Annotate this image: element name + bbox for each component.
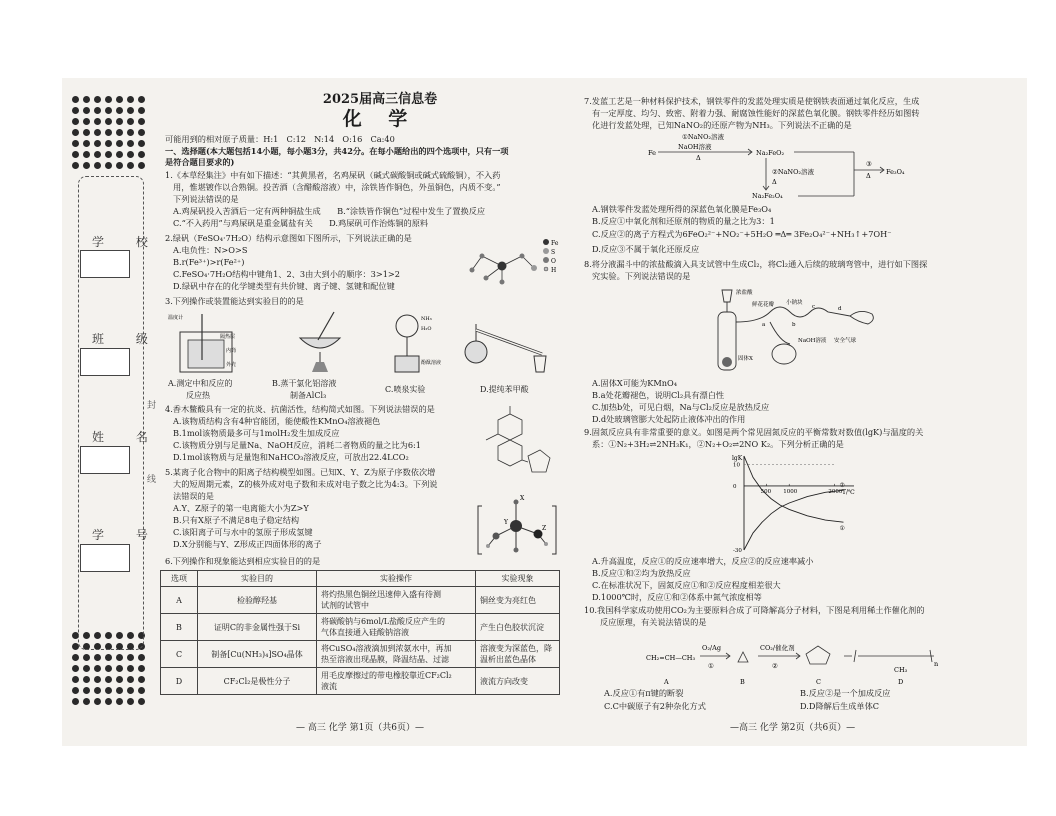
flow-na2fe2o4: Na₂Fe₂O₄: [752, 192, 783, 200]
q4-line: A.该物质结构含有4种官能团，能使酸性KMnO₄溶液褪色: [173, 416, 381, 426]
table-row: [161, 641, 560, 668]
q5-line: D.X分别能与Y、Z形成正四面体形的离子: [173, 539, 322, 549]
binding-dot: [138, 698, 145, 705]
q3-caption-b2: 制备AlCl₃: [290, 391, 327, 400]
binding-dot: [94, 654, 101, 661]
binding-dot: [94, 676, 101, 683]
q8-line: 8.将分液漏斗中的浓盐酸滴入具支试管中生成Cl₂，将Cl₂通入后续的玻璃弯管中，进行如下图探: [584, 259, 928, 269]
binding-dot: [72, 151, 79, 158]
q2-line: 2.绿矾（FeSO₄·7H₂O）结构示意图如下图所示，下列说法正确的是: [165, 233, 412, 243]
binding-dot: [72, 107, 79, 114]
conc-hcl-label: 浓盐酸: [736, 290, 753, 296]
binding-dot: [94, 698, 101, 705]
binding-dot: [83, 665, 90, 672]
binding-dot: [116, 151, 123, 158]
table-row: [161, 587, 560, 614]
q8-option-a: A.固体X可能为KMnO₄: [592, 378, 678, 388]
flow-na2feo2: Na₂FeO₂: [756, 149, 785, 157]
q7-line: 有一定厚度、均匀、致密、附着力强、耐腐蚀性能好的深蓝色氧化膜。钢铁零件经历如图转: [592, 108, 920, 118]
table-cell: 将CuSO₄溶液滴加到浓氨水中，再加 热至溶液出现晶膜，降温结晶、过滤: [317, 641, 476, 668]
q1-line: 用，惟堪镀作以合熟铜。投苦酒（含醋酸溶液）中，涂铁皆作铜色，外虽铜色，内质不变。”: [173, 182, 501, 192]
binding-dot: [138, 151, 145, 158]
table-cell: 产生白色胶状沉淀: [476, 614, 560, 641]
q2-line: C.FeSO₄·7H₂O结构中键角1、2、3由大到小的顺序：3>1>2: [173, 269, 400, 279]
binding-dot: [72, 676, 79, 683]
solid-x-label: 固体X: [738, 356, 753, 362]
atom-x-label: X: [520, 495, 525, 502]
q10-option-b: B.反应②是一个加成反应: [800, 688, 891, 698]
y-tick-label: 0: [733, 483, 737, 490]
table-cell: 将碳酸钠与6mol/L盐酸反应产生的 气体直接通入硅酸钠溶液: [317, 614, 476, 641]
table-cell: 用毛皮摩擦过的带电橡胶靠近CF₂Cl₂ 液流: [317, 668, 476, 695]
table-cell: C: [161, 641, 198, 668]
question-6: 6.下列操作和现象能达到相应实验目的的是: [165, 556, 321, 566]
binding-dots-top: [72, 96, 145, 169]
line-mark: 线: [147, 475, 157, 485]
legend-fe: Fe: [551, 240, 559, 247]
evaporation-figure: [290, 310, 350, 376]
class-label: 班 级: [92, 332, 162, 346]
table-header: 实验现象: [476, 571, 560, 587]
q10-line: 10.我国科学家成功使用CO₂为主要原料合成了可降解高分子材料，下图是利用稀土作催化剂的: [584, 605, 925, 615]
q7-option-b: B.反应①中氧化剂和还原剂的物质的量之比为3：1: [592, 216, 775, 226]
binding-dot: [83, 151, 90, 158]
naoh-label: NaOH溶液: [798, 338, 827, 344]
binding-dot: [72, 118, 79, 125]
table-header: 实验目的: [198, 571, 317, 587]
binding-dot: [116, 162, 123, 169]
legend-o: O: [551, 258, 556, 265]
q9-option-a: A.升高温度，反应①的反应速率增大，反应②的反应速率减小: [592, 556, 814, 566]
exam-subject: 化 学: [342, 108, 418, 130]
binding-dot: [72, 96, 79, 103]
school-label: 学 校: [92, 235, 162, 249]
binding-dot: [138, 107, 145, 114]
chlorine-apparatus-figure: [700, 282, 880, 378]
q5-line: 法错误的是: [173, 491, 214, 501]
q2-line: B.r(Fe³⁺)>r(Fe²⁺): [173, 257, 245, 267]
id-field[interactable]: [80, 544, 130, 572]
binding-dot: [127, 140, 134, 147]
propene-label: CH₂=CH—CH₃: [646, 654, 696, 662]
table-cell: 证明C的非金属性强于Si: [198, 614, 317, 641]
bluing-process-flow: [648, 130, 928, 206]
water-label: H₂O: [421, 326, 432, 332]
binding-dot: [116, 129, 123, 136]
repeat-n-label: n: [934, 660, 939, 668]
binding-dot: [116, 687, 123, 694]
series-label-1: ①: [839, 525, 845, 533]
table-cell: 制备[Cu(NH₃)₄]SO₄晶体: [198, 641, 317, 668]
binding-dot: [138, 654, 145, 661]
outer-shell-label: 外壳: [226, 362, 237, 368]
table-cell: CF₂Cl₂是极性分子: [198, 668, 317, 695]
binding-dot: [72, 698, 79, 705]
q3-caption-b: B.蒸干氯化铝溶液: [272, 379, 337, 388]
binding-dot: [83, 107, 90, 114]
q2-line: D.绿矾中存在的化学键类型有共价键、离子键、氢键和配位键: [173, 281, 395, 291]
binding-dot: [94, 687, 101, 694]
table-cell: D: [161, 668, 198, 695]
flow-reagent-1: ①NaNO₂溶液: [682, 133, 725, 141]
class-field[interactable]: [80, 348, 130, 376]
step-1-label: ①: [708, 662, 714, 670]
binding-dot: [94, 665, 101, 672]
fountain-figure: [385, 310, 445, 376]
insulation-label: 隔热层: [220, 334, 236, 340]
flow-heat-3: Δ: [866, 172, 871, 180]
q3-caption-a: A.测定中和反应的: [168, 379, 233, 388]
binding-dot: [127, 118, 134, 125]
x-tick-label: 2000: [828, 488, 843, 495]
binding-dot: [94, 162, 101, 169]
x-tick-label: 500: [760, 488, 772, 495]
binding-dot: [94, 151, 101, 158]
q10-option-c: C.C中碳原子有2种杂化方式: [604, 701, 706, 711]
binding-dot: [105, 676, 112, 683]
binding-dot: [127, 687, 134, 694]
binding-dot: [116, 96, 123, 103]
point-d-label: d: [838, 306, 842, 312]
binding-dot: [94, 96, 101, 103]
q3-caption-d: D.提纯苯甲酸: [480, 385, 529, 394]
binding-dot: [116, 118, 123, 125]
page1-footer: — 高三 化学 第1页（共6页）—: [296, 723, 425, 733]
binding-dot: [72, 654, 79, 661]
table-header-row: [161, 571, 560, 587]
binding-dot: [127, 665, 134, 672]
table-header: 选项: [161, 571, 198, 587]
q8-option-d: D.d处玻璃管膨大处起防止液体冲出的作用: [592, 414, 746, 424]
binding-dot: [127, 107, 134, 114]
point-a-label: a: [762, 322, 766, 328]
binding-dot: [116, 665, 123, 672]
flow-reagent-2: ②NaNO₂溶液: [772, 168, 815, 176]
table-cell: B: [161, 614, 198, 641]
table-cell: 溶液变为深蓝色，降 温析出蓝色晶体: [476, 641, 560, 668]
name-field[interactable]: [80, 446, 130, 474]
q5-line: C.该阳离子可与水中的氢原子形成氢键: [173, 527, 313, 537]
q1-line: 下列说法错误的是: [173, 194, 239, 204]
binding-dot: [94, 107, 101, 114]
binding-dot: [105, 118, 112, 125]
flow-fe3o4: Fe₃O₄: [886, 168, 905, 176]
methyl-label: CH₃: [894, 666, 908, 674]
binding-dot: [72, 665, 79, 672]
section-head-2: 是符合题目要求的): [165, 157, 235, 167]
binding-dot: [105, 698, 112, 705]
series-label-2: ②: [839, 482, 845, 490]
compound-c-label: C: [816, 678, 821, 686]
compound-a-label: A: [664, 678, 669, 686]
q4-line: D.1mol该物质与足量饱和NaHCO₃溶液反应，可放出22.4LCO₂: [173, 452, 409, 462]
binding-dot: [72, 687, 79, 694]
table-cell: A: [161, 587, 198, 614]
lgk-temperature-chart: [730, 450, 860, 554]
nh3-label: NH₃: [421, 316, 432, 322]
binding-dot: [138, 118, 145, 125]
q4-line: C.该物质分别与足量Na、NaOH反应，消耗二者物质的量之比为6:1: [173, 440, 422, 450]
inner-cup-label: 内筒: [226, 348, 237, 354]
q1-line: 1.《本草经集注》中有如下描述：“其黄黑者，名鸡屎矾（碱式碳酸铜或碱式硫酸铜），不入药: [165, 170, 501, 180]
sodium-label: 小钠块: [786, 300, 803, 306]
atomic-masses: 可能用到的相对原子质量：H:1 C:12 N:14 O:16 Ca:40: [165, 134, 395, 144]
table-cell: 液流方向改变: [476, 668, 560, 695]
step-2-label: ②: [772, 662, 778, 670]
binding-dot: [105, 151, 112, 158]
binding-dot: [83, 96, 90, 103]
compound-b-label: B: [740, 678, 745, 686]
table-row: [161, 614, 560, 641]
binding-dot: [138, 96, 145, 103]
q5-line: A.Y、Z原子的第一电离能大小为Z>Y: [173, 503, 309, 513]
binding-dot: [138, 129, 145, 136]
section-head: 一、选择题(本大题包括14小题，每小题3分，共42分。在每小题给出的四个选项中，只有一项: [165, 146, 509, 156]
q9-option-c: C.在标准状况下，固氮反应①和②反应程度相差很大: [592, 580, 781, 590]
q9-option-d: D.1000℃时，反应①和②体系中氮气浓度相等: [592, 592, 762, 602]
q5-line: 大的短周期元素，Z的核外成对电子数和未成对电子数之比为4:3。下列说: [173, 479, 438, 489]
q8-line: 究实验。下列说法错误的是: [592, 271, 691, 281]
q3-caption-c: C.喷泉实验: [385, 385, 426, 394]
polymer-synthesis-scheme: [644, 636, 944, 688]
binding-dot: [105, 140, 112, 147]
binding-dot: [138, 665, 145, 672]
binding-dot: [94, 118, 101, 125]
q8-option-c: C.加热b处，可见白烟，Na与Cl₂反应是放热反应: [592, 402, 770, 412]
reagent-o2-ag: O₂/Ag: [702, 644, 721, 652]
flow-heat-1: Δ: [696, 154, 701, 162]
binding-dot: [138, 687, 145, 694]
q10-option-a: A.反应①有π键的断裂: [604, 688, 684, 698]
binding-dot: [105, 96, 112, 103]
table-row: [161, 668, 560, 695]
binding-dot: [83, 687, 90, 694]
id-label: 学 号: [92, 528, 162, 542]
table-header: 实验操作: [317, 571, 476, 587]
table-cell: 将灼热黑色铜丝迅速伸入盛有待测 试剂的试管中: [317, 587, 476, 614]
binding-dot: [83, 654, 90, 661]
flow-heat-2: Δ: [772, 178, 777, 186]
legend-s: S: [551, 249, 556, 256]
binding-dot: [72, 162, 79, 169]
compound-d-label: D: [898, 678, 904, 686]
question-3: 3.下列操作或装置能达到实验目的的是: [165, 296, 304, 306]
thermometer-label: 温度计: [168, 315, 184, 321]
name-label: 姓 名: [92, 430, 162, 444]
x-tick-label: 1000: [783, 488, 798, 495]
binding-dot: [127, 162, 134, 169]
q9-line: 9.固氮反应具有非常重要的意义。如图是两个常见固氮反应的平衡常数对数值(lgK)与温度的关: [584, 427, 924, 437]
q7-line: 7.发蓝工艺是一种材料保护技术，钢铁零件的发蓝处理实质是使钢铁表面通过氧化反应，生成: [584, 96, 920, 106]
y-axis-label: lgK: [732, 455, 743, 462]
q9-option-b: B.反应①和②均为放热反应: [592, 568, 691, 578]
binding-dot: [127, 698, 134, 705]
q3-caption-a2: 反应热: [186, 391, 210, 400]
q4-line: 4.香木鳖酸具有一定的抗炎、抗菌活性，结构简式如图。下列说法错误的是: [165, 404, 435, 414]
q5-line: 5.某离子化合物中的阳离子结构模型如图。已知X、Y、Z为原子序数依次增: [165, 467, 436, 477]
q7-option-a: A.钢铁零件发蓝处理所得的深蓝色氧化膜是Fe₃O₄: [592, 204, 772, 214]
safety-balloon-label: 安全气球: [834, 338, 857, 344]
experiment-table: [160, 570, 560, 695]
binding-dot: [127, 151, 134, 158]
binding-dot: [72, 140, 79, 147]
q1-line: C.“不入药用”与鸡屎矾是重金属盐有关 D.鸡屎矾可作治炼铜的原料: [173, 218, 429, 228]
flow-fe: Fe: [648, 149, 657, 157]
calorimeter-figure: [168, 310, 248, 376]
binding-dot: [83, 162, 90, 169]
y-tick-label: 10: [733, 462, 740, 469]
binding-dot: [127, 129, 134, 136]
flow-step-3: ③: [866, 160, 872, 168]
phenolphthalein-label: 酚酞溶液: [421, 360, 442, 366]
binding-dot: [83, 698, 90, 705]
binding-dot: [105, 107, 112, 114]
q7-line: 化进行发蓝处理，已知NaNO₂的还原产物为NH₃。下列说法不正确的是: [592, 120, 852, 130]
binding-dot: [105, 654, 112, 661]
cation-model-figure: [476, 492, 560, 566]
q7-option-d: D.反应③不属于氧化还原反应: [592, 244, 700, 254]
binding-dot: [72, 129, 79, 136]
table-cell: 铜丝变为亮红色: [476, 587, 560, 614]
binding-dot: [83, 129, 90, 136]
binding-dot: [83, 118, 90, 125]
q1-line: A.鸡屎矾投入苦酒后一定有两种铜盐生成 B.“涂铁皆作铜色”过程中发生了置换反应: [173, 206, 486, 216]
flow-reagent-1b: NaOH溶液: [678, 143, 712, 151]
binding-dot: [105, 665, 112, 672]
binding-dot: [116, 698, 123, 705]
y-tick-label: -30: [733, 548, 742, 554]
binding-dot: [138, 162, 145, 169]
page2-footer: —高三 化学 第2页（共6页）—: [730, 723, 856, 733]
molecule-structure-figure: [478, 404, 556, 488]
q10-option-d: D.D降解后生成单体C: [800, 701, 880, 711]
binding-dot: [105, 129, 112, 136]
binding-dot: [83, 676, 90, 683]
binding-dot: [138, 676, 145, 683]
seal-mark: 封: [147, 401, 157, 411]
atom-z-label: Z: [542, 525, 547, 532]
table-cell: 检验醇羟基: [198, 587, 317, 614]
green-vitriol-structure-figure: [462, 236, 562, 292]
atom-y-label: Y: [504, 519, 508, 526]
binding-dot: [127, 96, 134, 103]
binding-dot: [105, 162, 112, 169]
q4-line: B.1mol该物质最多可与1molH₂发生加成反应: [173, 428, 340, 438]
exam-title: 2025届高三信息卷: [322, 92, 438, 107]
point-c-label: c: [812, 304, 816, 310]
q9-line: 系：①N₂+3H₂⇌2NH₃K₁，②N₂+O₂⇌2NO K₂。下列分析正确的是: [592, 439, 844, 449]
binding-dot: [138, 140, 145, 147]
binding-dot: [105, 687, 112, 694]
school-field[interactable]: [80, 250, 130, 278]
binding-dot: [116, 140, 123, 147]
binding-dot: [94, 140, 101, 147]
reagent-co2: CO₂/催化剂: [760, 644, 795, 652]
petal-label: 鲜花花瓣: [752, 302, 775, 308]
legend-h: H: [551, 267, 557, 274]
q8-option-b: B.a处花瓣褪色，说明Cl₂具有漂白性: [592, 390, 725, 400]
q2-line: A.电负性：N>O>S: [173, 245, 248, 255]
binding-dot: [116, 676, 123, 683]
binding-dot: [116, 654, 123, 661]
binding-dot: [127, 676, 134, 683]
binding-dot: [116, 107, 123, 114]
binding-dot: [94, 129, 101, 136]
distillation-figure: [460, 310, 550, 376]
q7-option-c: C.反应②的离子方程式为6FeO₂²⁻+NO₂⁻+5H₂O ═Δ═ 3Fe₂O₄²⁻+NH₃↑+7OH⁻: [592, 229, 892, 239]
binding-dot: [127, 654, 134, 661]
x-axis-label: T/℃: [842, 488, 855, 496]
point-b-label: b: [792, 322, 796, 328]
q10-line: 反应原理，有关说法错误的是: [600, 617, 707, 627]
binding-dot: [83, 140, 90, 147]
q5-line: B.只有X原子不满足8电子稳定结构: [173, 515, 300, 525]
